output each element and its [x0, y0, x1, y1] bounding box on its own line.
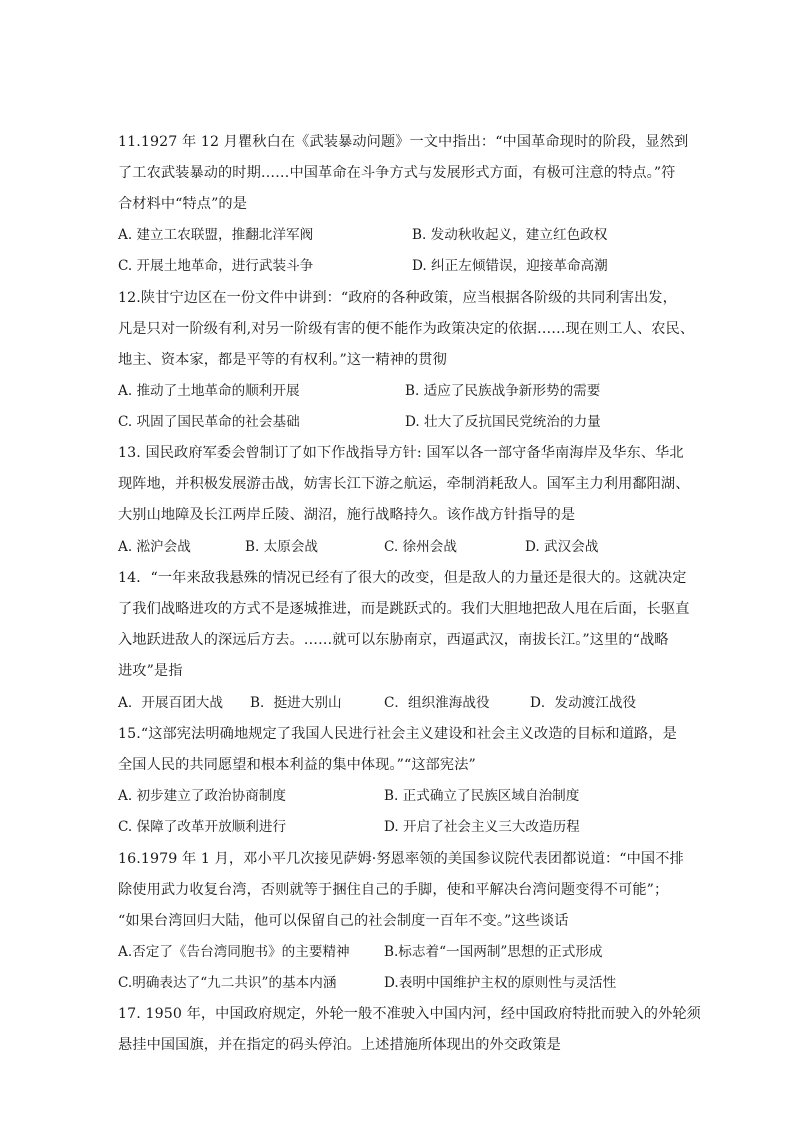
- question-12-stem-line-3: 地主、资本家，都是平等的有权利。”这一精神的贯彻: [118, 352, 447, 368]
- question-11-stem-line-1: 11.1927 年 12 月瞿秋白在《武装暴动问题》一文中指出：“中国革命现时的阶段，显然到: [118, 134, 689, 150]
- question-11-option-c: C. 开展土地革命，进行武装斗争: [118, 258, 314, 274]
- question-12-option-a: A. 推动了土地革命的顺利开展: [118, 383, 300, 399]
- question-14-stem-line-4: 进攻”是指: [118, 663, 183, 679]
- question-14-stem-line-2: 了我们战略进攻的方式不是逐城推进，而是跳跃式的。我们大胆地把敌人甩在后面，长驱直: [118, 601, 690, 617]
- question-16-stem-line-3: “如果台湾回归大陆，他可以保留自己的社会制度一百年不变。”这些谈话: [118, 913, 569, 929]
- question-13-stem-line-1: 13. 国民政府军委会曾制订了如下作战指导方针: 国军以各一部守备华南海岸及华东、华北: [118, 445, 684, 461]
- question-13-option-d: D. 武汉会战: [525, 539, 599, 555]
- question-12-stem-line-2: 凡是只对一阶级有利,对另一阶级有害的便不能作为政策决定的依据……现在则工人、农民、: [118, 321, 695, 337]
- question-13-option-a: A. 淞沪会战: [118, 539, 191, 555]
- question-12-option-c: C. 巩固了国民革命的社会基础: [118, 414, 300, 430]
- question-16-option-b: B.标志着“一国两制”思想的正式形成: [384, 944, 603, 960]
- question-16-option-a: A.否定了《告台湾同胞书》的主要精神: [118, 944, 350, 960]
- question-13-stem-line-3: 大别山地障及长江两岸丘陵、湖沼，施行战略持久。该作战方针指导的是: [118, 507, 576, 523]
- question-11-option-b: B. 发动秋收起义，建立红色政权: [412, 227, 608, 243]
- question-17-stem-line-1: 17. 1950 年，中国政府规定，外轮一般不准驶入中国内河，经中国政府特批而驶入的外轮须: [118, 1006, 701, 1022]
- question-13-option-b: B. 太原会战: [245, 539, 319, 555]
- question-14-option-d: D．发动渡江战役: [530, 695, 637, 711]
- question-14-stem-line-1: 14．“一年来敌我悬殊的情况已经有了很大的改变，但是敌人的力量还是很大的。这就决定: [118, 570, 687, 586]
- question-14-stem-line-3: 入地跃进敌人的深远后方去。……就可以东胁南京，西逼武汉，南拔长江。”这里的“战略: [118, 632, 669, 648]
- question-14-option-a: A．开展百团大战: [118, 695, 223, 711]
- question-14-option-b: B．挺进大别山: [250, 695, 342, 711]
- question-11-option-a: A. 建立工农联盟，推翻北洋军阀: [118, 227, 314, 243]
- question-11-stem-line-2: 了工农武装暴动的时期……中国革命在斗争方式与发展形式方面，有极可注意的特点。”符: [118, 165, 676, 181]
- question-16-stem-line-2: 除使用武力收复台湾，否则就等于捆住自己的手脚，使和平解决台湾问题变得不可能”；: [118, 882, 669, 898]
- question-11-stem-line-3: 合材料中“特点”的是: [118, 196, 248, 212]
- question-15-option-c: C. 保障了改革开放顺利进行: [118, 819, 287, 835]
- question-12-stem-line-1: 12.陕甘宁边区在一份文件中讲到：“政府的各种政策，应当根据各阶级的共同利害出发，: [118, 290, 677, 306]
- question-15-option-a: A. 初步建立了政治协商制度: [118, 788, 286, 804]
- question-16-option-d: D.表明中国维护主权的原则性与灵活性: [384, 975, 617, 991]
- question-14-option-c: C．组织淮海战役: [384, 695, 490, 711]
- question-17-stem-line-2: 悬挂中国国旗，并在指定的码头停泊。上述措施所体现出的外交政策是: [118, 1037, 561, 1053]
- question-16-stem-line-1: 16.1979 年 1 月，邓小平几次接见萨姆·努恩率领的美国参议院代表团都说道：“中国不排: [118, 851, 684, 867]
- question-15-option-d: D. 开启了社会主义三大改造历程: [384, 819, 580, 835]
- question-15-stem-line-2: 全国人民的共同愿望和根本利益的集中体现。”“这部宪法”: [118, 757, 476, 773]
- question-15-stem-line-1: 15.“这部宪法明确地规定了我国人民进行社会主义建设和社会主义改造的目标和道路，是: [118, 726, 677, 742]
- question-11-option-d: D. 纠正左倾错误，迎接革命高潮: [412, 258, 608, 274]
- question-12-option-b: B. 适应了民族战争新形势的需要: [405, 383, 601, 399]
- question-12-option-d: D. 壮大了反抗国民党统治的力量: [405, 414, 601, 430]
- question-13-option-c: C. 徐州会战: [384, 539, 457, 555]
- question-15-option-b: B. 正式确立了民族区域自治制度: [384, 788, 580, 804]
- question-13-stem-line-2: 现阵地，并积极发展游击战，妨害长江下游之航运，牵制消耗敌人。国军主力利用鄱阳湖、: [118, 476, 690, 492]
- question-16-option-c: C.明确表达了“九二共识”的基本内涵: [118, 975, 337, 991]
